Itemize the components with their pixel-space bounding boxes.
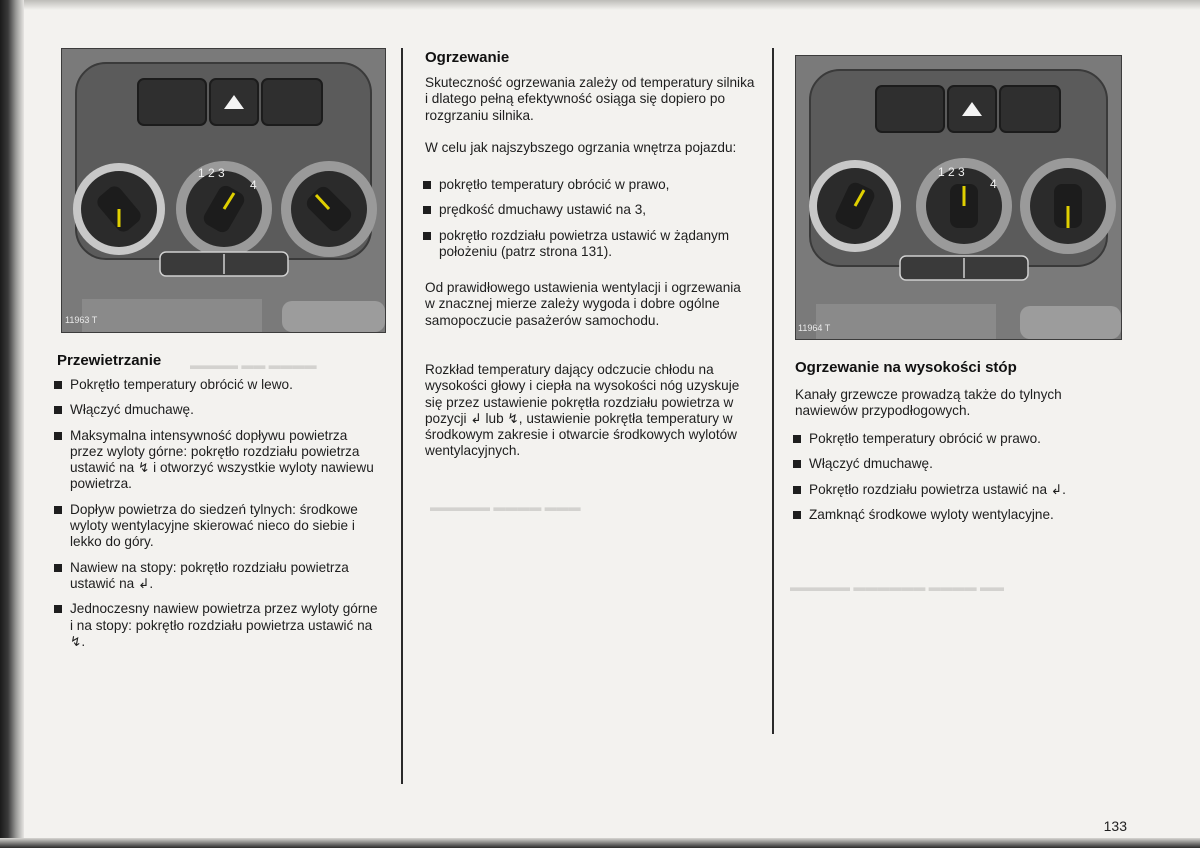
svg-text:4: 4 [990, 177, 997, 191]
figure-label: 11964 T [798, 323, 831, 333]
quick-heating-steps-list [423, 177, 760, 269]
bullet-icon [54, 406, 62, 414]
bullet-icon [54, 381, 62, 389]
list-item [54, 502, 384, 551]
bullet-icon [793, 435, 801, 443]
list-item-text: Dopływ powietrza do siedzeń tylnych: środkowe wyloty wentylacyjne skierować nieco do siebie i lekko do góry. [70, 501, 358, 550]
control-panel-photo-left [61, 48, 386, 333]
section-heading-footwell-heating: Ogrzewanie na wysokości stóp [795, 359, 1017, 376]
bullet-icon [793, 460, 801, 468]
bleed-through-texture: ▬▬▬▬▬ ▬▬▬▬▬▬ ▬▬▬▬ ▬▬ [790, 580, 1005, 594]
page-top-shadow [0, 0, 1200, 10]
page-bottom-shadow [0, 838, 1200, 848]
control-panel-photo-right [795, 55, 1122, 340]
svg-text:4: 4 [250, 178, 257, 192]
comfort-text: Od prawidłowego ustawienia wentylacji i ogrzewania w znacznej mierze zależy wygoda i dobre ogólne samopoczucie pasażerów samochodu. [425, 280, 741, 328]
figure-label: 11963 T [65, 315, 98, 325]
list-item-text: Zamknąć środkowe wyloty wentylacyjne. [809, 506, 1054, 522]
temperature-distribution-text: Rozkład temperatury dający odczucie chłodu na wysokości głowy i ciepła na wysokości nóg uzyskuje się przez ustawienie pokrętła rozdziału powietrza w pozycji ↲ lub ↯, ustawienie pokrętła temperatury w środkowym zakresie i otwarcie środkowych wylotów wentylacyjnych. [425, 362, 740, 459]
svg-text:1 2 3: 1 2 3 [198, 166, 225, 180]
list-item [423, 228, 760, 261]
rear-ducts-text: Kanały grzewcze prowadzą także do tylnych nawiewów przypodłogowych. [795, 387, 1062, 419]
list-item-text: pokrętło rozdziału powietrza ustawić w żądanym położeniu (patrz strona 131). [439, 227, 730, 259]
ventilation-steps-list [54, 377, 384, 659]
bullet-icon [54, 432, 62, 440]
list-item [423, 202, 760, 218]
list-item [793, 507, 1128, 523]
list-item [54, 377, 384, 393]
section-heading-przewietrzanie: Przewietrzanie [57, 352, 162, 369]
bullet-icon [54, 605, 62, 613]
list-item-text: Włączyć dmuchawę. [70, 402, 194, 418]
list-item-text: Pokrętło temperatury obrócić w prawo. [809, 431, 1041, 446]
list-item-text: pokrętło temperatury obrócić w prawo, [439, 177, 670, 192]
bullet-icon [423, 181, 431, 189]
section-heading-ogrzewanie: Ogrzewanie [425, 49, 510, 66]
page-number: 133 [1103, 818, 1127, 834]
climate-control-illustration [796, 56, 1121, 339]
column-divider [401, 48, 403, 784]
list-item-text: Włączyć dmuchawę. [809, 456, 933, 472]
heating-intro-text: Skuteczność ogrzewania zależy od temperatury silnika i dlatego pełną efektywność osiąga się dopiero po rozgrzaniu silnika. [425, 75, 755, 123]
bullet-icon [423, 232, 431, 240]
list-item [793, 431, 1128, 447]
bleed-through-texture: ▬▬▬▬ ▬▬ ▬▬▬▬ [190, 358, 317, 372]
column-divider [772, 48, 774, 734]
list-item-text: Pokrętło rozdziału powietrza ustawić na ↲. [809, 481, 1066, 497]
list-item [793, 482, 1128, 498]
list-item [793, 456, 1128, 472]
climate-control-illustration [62, 49, 385, 332]
footwell-steps-list [793, 431, 1128, 532]
bleed-through-texture: ▬▬▬▬▬ ▬▬▬▬ ▬▬▬ [430, 500, 581, 514]
bullet-icon [423, 206, 431, 214]
list-item-text: Maksymalna intensywność dopływu powietrza przez wyloty górne: pokrętło rozdziału powietrza ustawić na ↯ i otworzyć wszystkie wyloty nawiewu powietrza. [70, 427, 374, 492]
list-item-text: prędkość dmuchawy ustawić na 3, [439, 202, 647, 218]
list-item-text: Jednoczesny nawiew powietrza przez wyloty górne i na stopy: pokrętło rozdziału powietrza ustawić na ↯. [70, 601, 378, 649]
quick-heating-intro-text: W celu jak najszybszego ogrzania wnętrza pojazdu: [425, 140, 737, 155]
page-binding-shadow [0, 0, 24, 848]
list-item-text: Nawiew na stopy: pokrętło rozdziału powietrza ustawić na ↲. [70, 559, 349, 591]
bullet-icon [793, 486, 801, 494]
list-item [54, 402, 384, 418]
svg-text:1 2 3: 1 2 3 [938, 165, 965, 179]
bullet-icon [54, 506, 62, 514]
list-item [54, 601, 384, 650]
list-item [54, 428, 384, 493]
list-item-text: Pokrętło temperatury obrócić w lewo. [70, 377, 293, 392]
bullet-icon [54, 564, 62, 572]
list-item [54, 560, 384, 593]
list-item [423, 177, 760, 193]
bullet-icon [793, 511, 801, 519]
